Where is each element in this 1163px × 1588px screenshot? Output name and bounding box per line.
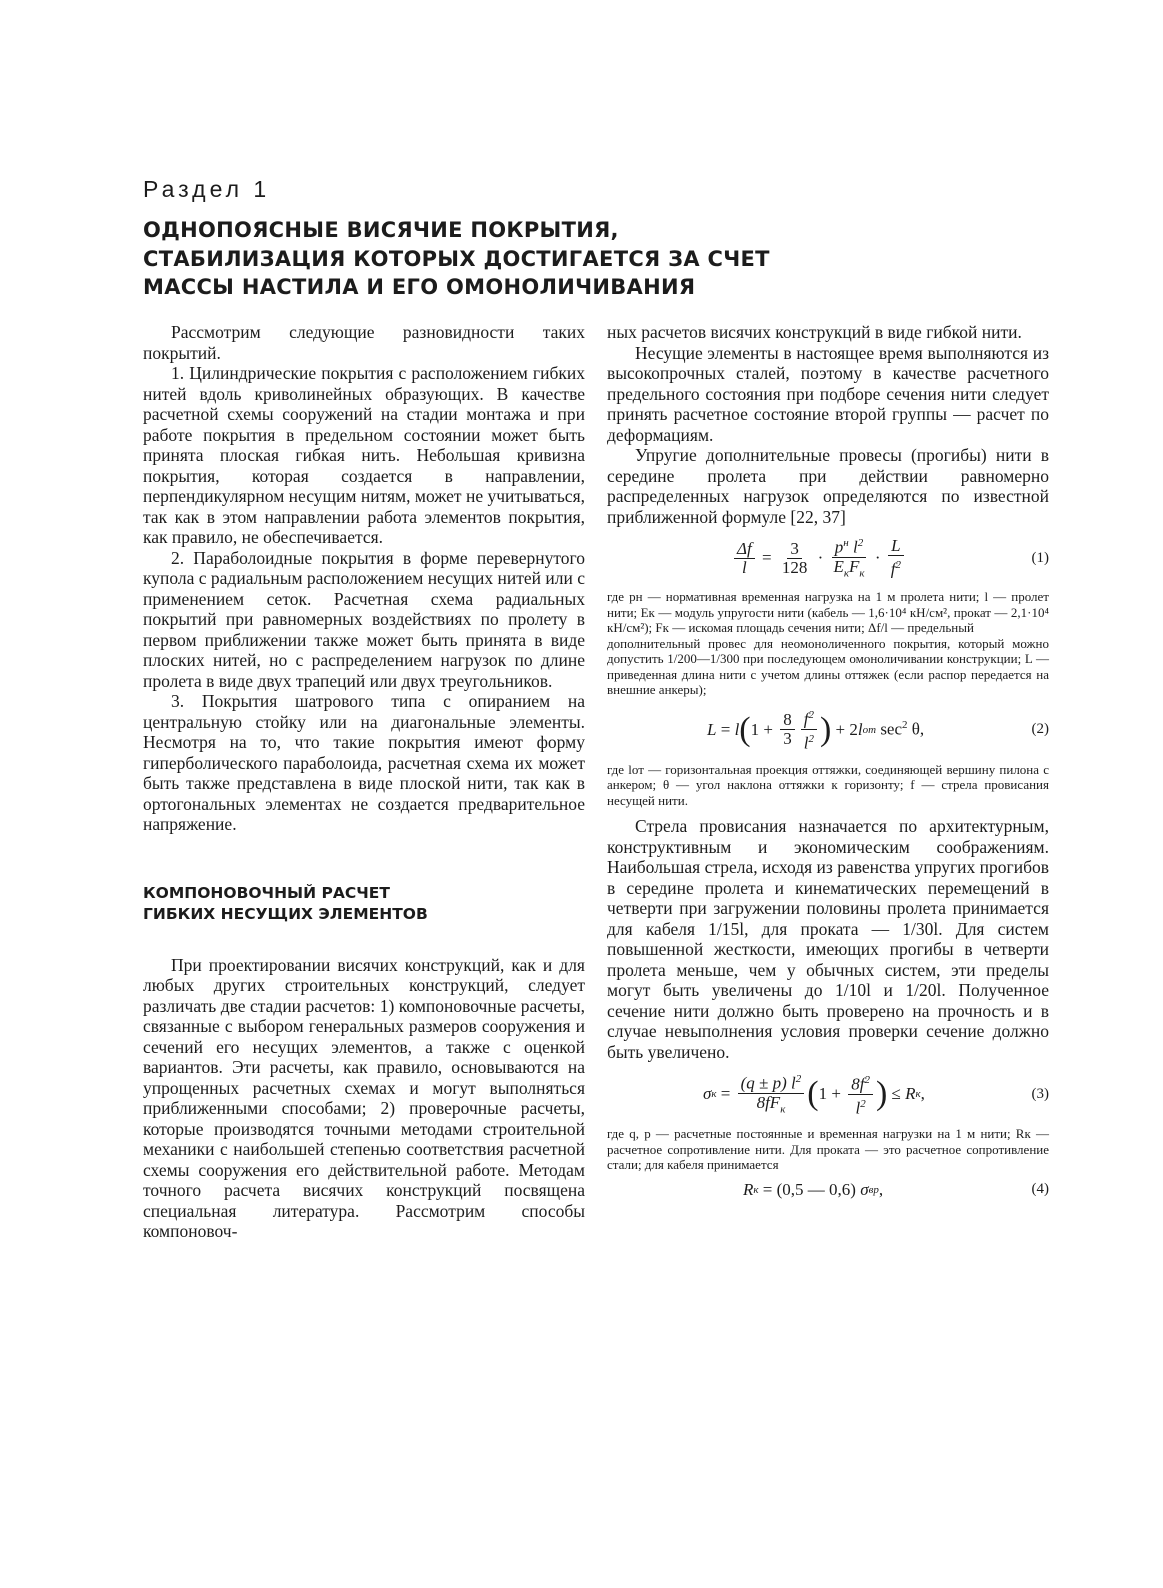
subsection-heading-line: КОМПОНОВОЧНЫЙ РАСЧЕТ bbox=[143, 883, 390, 902]
equation-2: L = l ( 1 + $\frac{8}{3}$ $\frac{f^2}{l^2}$ ) + 2 l от $\sec^2 \theta$, (2) bbox=[607, 706, 1049, 754]
equation-number: (4) bbox=[1031, 1181, 1049, 1197]
paragraph: Стрела провисания назначается по архитектурным, конструктивным и экономическим соображениям. Наибольшая стрела, исходя из равенства упругих прогибов в середине пролета и кинематических перемещений в четверти при загружении половины пролета принимается для кабеля 1/15l, для проката — 1/30l. Для систем повышенной жесткости, имеющих прогибы в четверти пролета меньше, чем у обычных систем, эти пределы могут быть увеличены до 1/10l и 1/20l. Полученное сечение нити должно быть проверено на прочность и в случае невыполнения условия проверки сечение должно быть увеличено. bbox=[607, 816, 1049, 1062]
paragraph: Рассмотрим следующие разновидности таких покрытий. bbox=[143, 322, 585, 363]
note: где lот — горизонтальная проекция оттяжки, соединяющей вершину пилона с анкером; θ — угол наклона оттяжки к горизонту; f — стрела провисания несущей нити. bbox=[607, 761, 1049, 808]
title-line: МАССЫ НАСТИЛА И ЕГО ОМОНОЛИЧИВАНИЯ bbox=[143, 275, 696, 299]
subsection-heading bbox=[143, 883, 585, 925]
paragraph: 3. Покрытия шатрового типа с опиранием на центральную стойку или на диагональные элементы. Несмотря на то, что такие покрытия имеют форму гиперболического параболоида, расчетная схема их может быть также представлена в виде плоской нити, так как в ортогональных элементах не создается предварительное напряжение. bbox=[143, 691, 585, 834]
left-column bbox=[143, 322, 585, 1242]
subsection-heading-line: ГИБКИХ НЕСУЩИХ ЭЛЕМЕНТОВ bbox=[143, 904, 428, 923]
title-line: ОДНОПОЯСНЫЕ ВИСЯЧИЕ ПОКРЫТИЯ, bbox=[143, 218, 619, 242]
chapter-title bbox=[143, 216, 1043, 302]
equation-1: $\frac{\Delta f}{l}$ = $\frac{3}{128}$ · $\frac{p^н l^2}{E_кF_к}$ · $\frac{L}{f^2}$ (1) bbox=[607, 535, 1049, 581]
equation-3: σ к = $\frac{(q \pm p) l^2}{8fF_к}$ ( 1 + $\frac{8f^2}{l^2}$ ) ≤ R к , (3) bbox=[607, 1070, 1049, 1118]
paragraph: Упругие дополнительные провесы (прогибы) нити в середине пролета при действии равномерно распределенных нагрузок определяются по известной приближенной формуле [22, 37] bbox=[607, 445, 1049, 527]
equation-number: (1) bbox=[1031, 549, 1049, 566]
paragraph: 1. Цилиндрические покрытия с расположением гибких нитей вдоль криволинейных образующих. В качестве расчетной схемы сооружений на стадии монтажа и при работе покрытия в предельном состоянии может быть принята плоская гибкая нить. Небольшая кривизна покрытия, которая создается в направлении, перпендикулярном несущим нитям, может не учитываться, так как в этом направлении работа элементов покрытия, как правило, не обеспечивается. bbox=[143, 363, 585, 547]
title-line: СТАБИЛИЗАЦИЯ КОТОРЫХ ДОСТИГАЕТСЯ ЗА СЧЕТ bbox=[143, 246, 770, 271]
paragraph: ных расчетов висячих конструкций в виде гибкой нити. bbox=[607, 322, 1022, 342]
note: где pн — нормативная временная нагрузка на 1 м пролета нити; l — пролет нити; Eк — модуль упругости нити (кабель — 1,6·10⁴ кН/см², прокат — 2,1·10⁴ кН/см²); Fк — искомая площадь сечения нити; Δf/l — предельный bbox=[607, 589, 1049, 635]
equation-number: (2) bbox=[1031, 721, 1049, 737]
note: где q, p — расчетные постоянные и временная нагрузки на 1 м нити; Rк — расчетное сопротивление нити. Для проката — это расчетное сопротивление стали; для кабеля принимается bbox=[607, 1126, 1049, 1172]
section-label: Раздел 1 bbox=[143, 176, 271, 202]
equation-number: (3) bbox=[1031, 1085, 1049, 1102]
right-column bbox=[607, 322, 1049, 1203]
paragraph: 2. Параболоидные покрытия в форме перевернутого купола с радиальным расположением несущих нитей или с применением сеток. Расчетная схема радиальных покрытий при равномерных воздействиях по пролету в первом приближении также может быть принята в виде плоских нитей, но с распределением нагрузок по длине пролета в виде двух трапеций или двух треугольников. bbox=[143, 547, 586, 691]
paragraph: Несущие элементы в настоящее время выполняются из высокопрочных сталей, поэтому в качестве расчетного предельного состояния при подборе сечения нити следует принять расчетное состояние второй группы — расчет по деформациям. bbox=[607, 342, 1049, 445]
equation-4: R к = (0,5 — 0,6) σ вр , (4) bbox=[743, 1179, 1049, 1199]
paragraph: При проектировании висячих конструкций, как и для любых других строительных конструкций, следует различать две стадии расчетов: 1) компоновочные расчеты, связанные с выбором генеральных размеров сооружения и сечений его несущих элементов, а также с оценкой вариантов. Эти расчеты, как правило, основываются на упрощенных расчетных схемах и могут выполняться приближенными способами; 2) проверочные расчеты, которые производятся точными методами строительной механики с наибольшей степенью соответствия расчетной схемы сооружения его действительной работе. Методам точного расчета висячих конструкций посвящена специальная литература. Рассмотрим способы компоновоч- bbox=[143, 954, 585, 1241]
note: дополнительный провес для неомоноличенного покрытия, который можно допустить 1/200—1/300 при последующем омоноличивании конструкции; L — приведенная длина нити с учетом длины оттяжек (если распор передается на внешние анкеры); bbox=[607, 635, 1049, 697]
